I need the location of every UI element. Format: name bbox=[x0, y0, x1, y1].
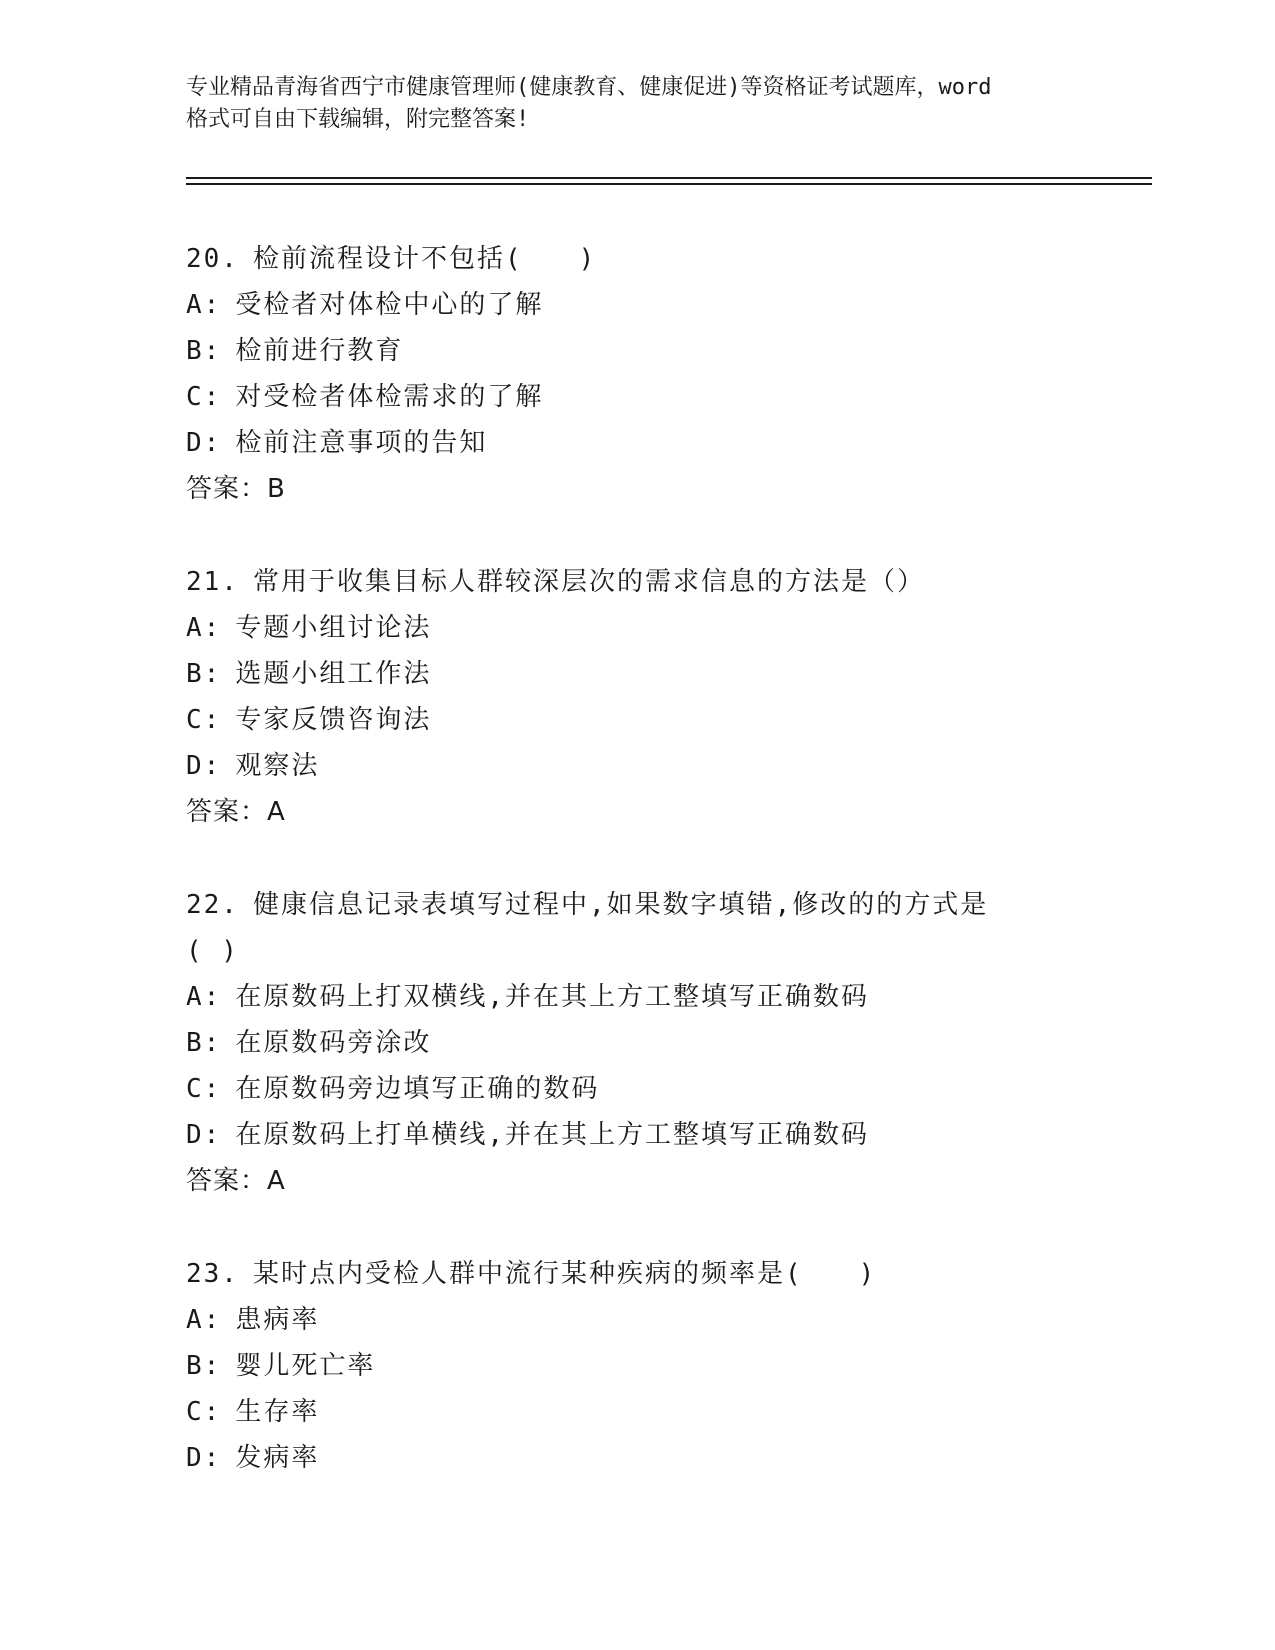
option-text: 选题小组工作法 bbox=[235, 659, 432, 689]
option-text: 在原数码旁边填写正确的数码 bbox=[235, 1074, 600, 1104]
option-b bbox=[186, 1343, 1086, 1389]
document-header bbox=[186, 72, 1106, 136]
option-a bbox=[186, 605, 1086, 651]
question-stem bbox=[186, 882, 1016, 974]
option-text: 在原数码上打单横线,并在其上方工整填写正确数码 bbox=[235, 1120, 869, 1150]
answer-line: 答案：A bbox=[186, 1166, 286, 1196]
option-c bbox=[186, 1389, 1086, 1435]
option-c bbox=[186, 697, 1086, 743]
option-letter: C: bbox=[186, 1397, 222, 1427]
option-a bbox=[186, 1297, 1086, 1343]
option-letter: C: bbox=[186, 705, 222, 735]
question-text: 健康信息记录表填写过程中,如果数字填错,修改的的方式是( ) bbox=[186, 890, 989, 966]
option-letter: D: bbox=[186, 1120, 222, 1150]
option-text: 观察法 bbox=[235, 751, 320, 781]
option-text: 发病率 bbox=[235, 1443, 320, 1473]
option-text: 专题小组讨论法 bbox=[235, 613, 432, 643]
option-b bbox=[186, 1020, 1086, 1066]
header-divider-bottom bbox=[186, 183, 1152, 185]
question-list bbox=[186, 236, 1086, 1528]
option-letter: D: bbox=[186, 751, 222, 781]
option-text: 婴儿死亡率 bbox=[235, 1351, 376, 1381]
option-text: 检前注意事项的告知 bbox=[235, 428, 488, 458]
question-21 bbox=[186, 559, 1086, 835]
question-stem bbox=[186, 559, 1086, 605]
question-text: 检前流程设计不包括( ) bbox=[252, 244, 597, 274]
header-line-1: 专业精品青海省西宁市健康管理师(健康教育、健康促进)等资格证考试题库，word bbox=[186, 75, 992, 100]
option-text: 对受检者体检需求的了解 bbox=[235, 382, 544, 412]
question-text: 常用于收集目标人群较深层次的需求信息的方法是（） bbox=[252, 567, 925, 597]
option-b bbox=[186, 328, 1086, 374]
option-d bbox=[186, 1435, 1086, 1481]
option-letter: B: bbox=[186, 336, 222, 366]
option-letter: D: bbox=[186, 428, 222, 458]
answer-line: 答案：A bbox=[186, 797, 286, 827]
option-letter: D: bbox=[186, 1443, 222, 1473]
option-b bbox=[186, 651, 1086, 697]
question-20 bbox=[186, 236, 1086, 512]
header-line-2: 格式可自由下载编辑，附完整答案! bbox=[186, 107, 530, 132]
option-letter: A: bbox=[186, 290, 222, 320]
option-text: 专家反馈咨询法 bbox=[235, 705, 432, 735]
question-number: 20. bbox=[186, 244, 239, 274]
question-23 bbox=[186, 1251, 1086, 1481]
option-letter: A: bbox=[186, 613, 222, 643]
option-d bbox=[186, 743, 1086, 789]
question-22 bbox=[186, 882, 1086, 1204]
question-stem bbox=[186, 1251, 1086, 1297]
question-stem bbox=[186, 236, 1086, 282]
option-letter: C: bbox=[186, 1074, 222, 1104]
question-number: 23. bbox=[186, 1259, 239, 1289]
option-letter: A: bbox=[186, 1305, 222, 1335]
option-text: 在原数码上打双横线,并在其上方工整填写正确数码 bbox=[235, 982, 869, 1012]
option-text: 患病率 bbox=[235, 1305, 320, 1335]
option-a bbox=[186, 282, 1086, 328]
option-d bbox=[186, 1112, 1086, 1158]
option-text: 受检者对体检中心的了解 bbox=[235, 290, 544, 320]
option-text: 生存率 bbox=[235, 1397, 320, 1427]
option-letter: B: bbox=[186, 1028, 222, 1058]
question-number: 22. bbox=[186, 890, 239, 920]
option-text: 在原数码旁涂改 bbox=[235, 1028, 432, 1058]
question-number: 21. bbox=[186, 567, 239, 597]
option-c bbox=[186, 1066, 1086, 1112]
option-d bbox=[186, 420, 1086, 466]
option-letter: A: bbox=[186, 982, 222, 1012]
header-divider-top bbox=[186, 177, 1152, 179]
option-c bbox=[186, 374, 1086, 420]
option-letter: C: bbox=[186, 382, 222, 412]
option-letter: B: bbox=[186, 1351, 222, 1381]
option-text: 检前进行教育 bbox=[235, 336, 404, 366]
option-a bbox=[186, 974, 1086, 1020]
answer-line: 答案：B bbox=[186, 474, 286, 504]
option-letter: B: bbox=[186, 659, 222, 689]
question-text: 某时点内受检人群中流行某种疾病的频率是( ) bbox=[252, 1259, 877, 1289]
